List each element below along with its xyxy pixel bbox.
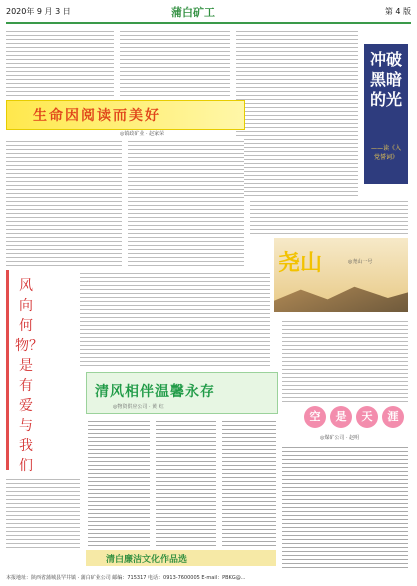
- poem-lines-right: [222, 418, 276, 546]
- poem-title-char: 是: [330, 406, 352, 428]
- poem-title-char: 天: [356, 406, 378, 428]
- poem-title-char: 涯: [382, 406, 404, 428]
- qingfeng-title-box: [86, 372, 278, 414]
- yao-byline: ◎尧山一号: [348, 259, 373, 265]
- left-poem-title: 风向何物？是有爱与我们: [15, 278, 43, 474]
- text-column-mid-left: [6, 138, 122, 266]
- poem-lines-left: [88, 418, 150, 546]
- page-header: [6, 4, 411, 24]
- bottom-banner: [86, 550, 276, 566]
- issue-date: 2020年 9 月 3 日: [6, 7, 71, 16]
- text-column-bottom-left: [6, 476, 80, 548]
- feature-title: 冲破黑暗的光: [369, 50, 402, 109]
- pink-poem-title: [300, 406, 406, 432]
- mountain-shape: [274, 284, 408, 312]
- text-column-mid-right: [250, 198, 408, 236]
- pink-poem-byline: ◎煤矿公司 · 赵明: [320, 435, 360, 441]
- yao-title: 尧山: [278, 250, 323, 276]
- text-column-top-right: [236, 28, 358, 196]
- poem-lines-middle: [156, 418, 216, 546]
- page-number: 第 4 版: [384, 7, 411, 16]
- feature-subtitle: ——读《入党誓词》: [370, 145, 401, 161]
- masthead: 蒲白矿工: [171, 6, 215, 19]
- text-column-right-bottom: [282, 444, 408, 568]
- qingfeng-byline: ◎物资供应公司 · 黄 红: [113, 404, 164, 410]
- life-reading-title: 生命因阅读而美好: [33, 108, 161, 124]
- text-column-right-mid: [282, 318, 408, 402]
- life-reading-byline: ◎镇政矿业 · 赵家荣: [120, 131, 165, 137]
- text-column-top-left: [6, 28, 114, 96]
- text-column-mid-center: [128, 138, 244, 266]
- bottom-banner-title: 清白廉洁文化作品选: [106, 555, 188, 565]
- life-reading-banner: [6, 100, 245, 130]
- page-footer: 本报地址：陕西省蒲城县罕井镇 · 蒲白矿业公司 邮编：715317 电话：0913-7600005 E-mail：PBKG@...: [6, 575, 246, 581]
- poem-title-char: 空: [304, 406, 326, 428]
- qingfeng-title: 清风相伴温馨永存: [95, 384, 215, 400]
- feature-article-vertical-title: [364, 44, 408, 184]
- text-column-top-middle: [120, 28, 230, 96]
- left-poem-block: [6, 270, 77, 474]
- text-column-left-poem-body: [80, 270, 270, 366]
- yao-mountain-illustration: [274, 238, 408, 312]
